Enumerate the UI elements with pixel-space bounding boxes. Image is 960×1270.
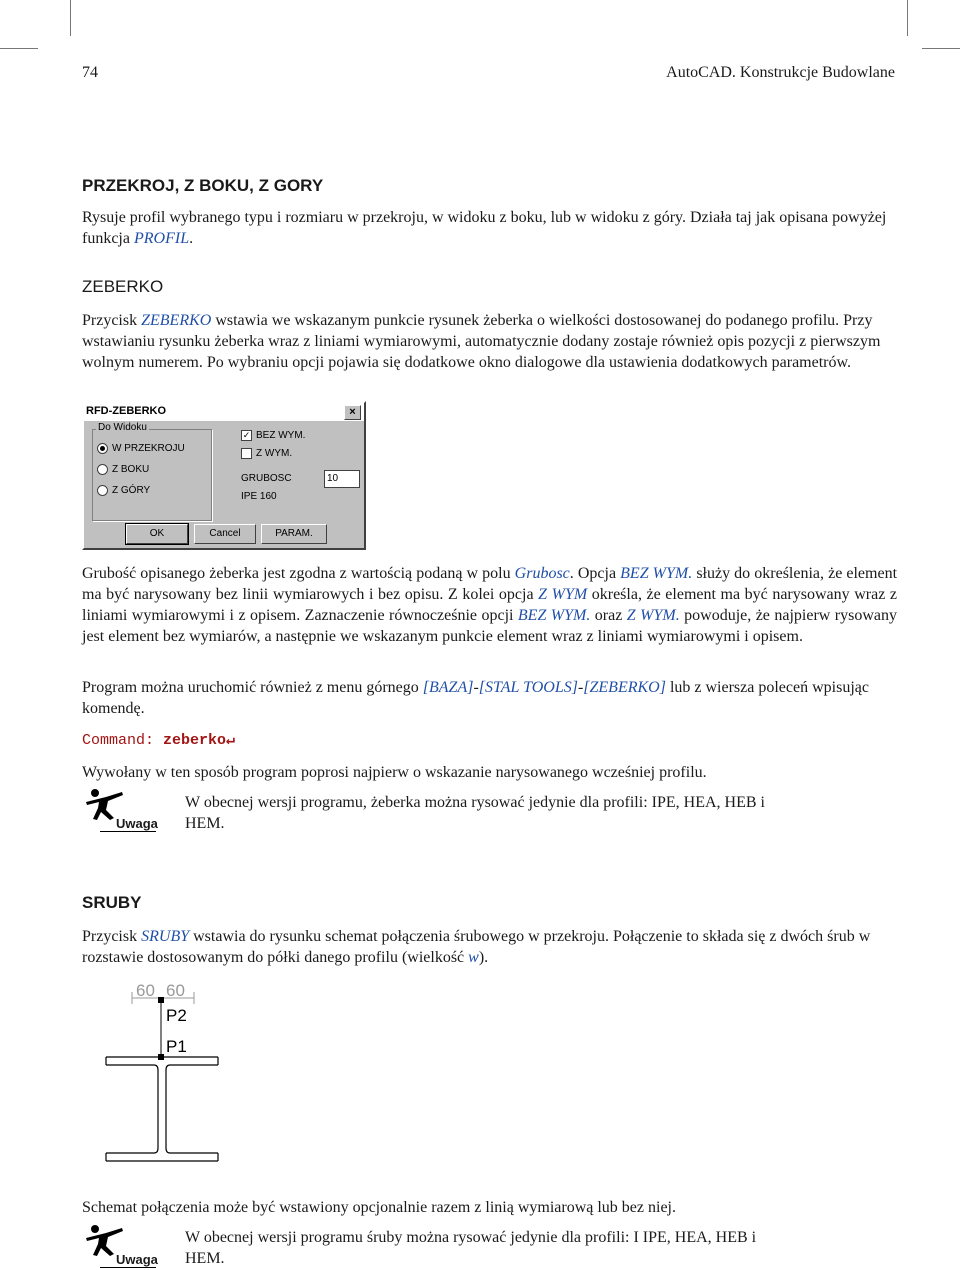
- text: -: [473, 679, 479, 696]
- ok-button[interactable]: OK: [126, 524, 188, 544]
- label-p1: P1: [166, 1037, 187, 1056]
- paragraph-zeberko-3: [82, 677, 897, 719]
- note-label: Uwaga: [116, 816, 158, 831]
- radio-icon: [97, 443, 108, 454]
- radio-icon: [97, 464, 108, 475]
- rfd-zeberko-dialog: [82, 401, 366, 550]
- dimension-left: 60: [136, 981, 155, 1000]
- text: Grubość opisanego żeberka jest zgodna z wartością podaną w polu: [82, 565, 515, 582]
- paragraph-sruby-2: Schemat połączenia może być wstawiony opcjonalnie razem z linią wymiarową lub bez niej.: [82, 1199, 676, 1216]
- command-line: [82, 730, 235, 749]
- link-sruby[interactable]: SRUBY: [141, 928, 190, 945]
- radio-label: W PRZEKROJU: [112, 443, 185, 454]
- paragraph-sruby-1: [82, 926, 897, 968]
- grubosc-label: GRUBOSC: [241, 473, 292, 484]
- checkbox-z-wym[interactable]: [241, 448, 292, 459]
- radio-label: Z BOKU: [112, 464, 150, 475]
- text: służy do określenia, że element ma być narysowany bez linii wymiarowych i bez opisu. Z kolei opcja: [82, 565, 898, 603]
- page-number: 74: [82, 64, 98, 81]
- text: określa, że element ma być narysowany wraz z liniami wymiarowymi i z opisem. Zaznaczenie równocześnie opcji: [82, 586, 897, 624]
- checkbox-label: BEZ WYM.: [256, 430, 306, 441]
- note-underline: [100, 1267, 156, 1268]
- group-label: Do Widoku: [98, 422, 147, 433]
- book-title: AutoCAD. Konstrukcje Budowlane: [666, 64, 895, 81]
- link-z-wym-2[interactable]: Z WYM.: [626, 607, 680, 624]
- menu-baza[interactable]: [BAZA]: [422, 679, 474, 696]
- paragraph-przekroj: [82, 207, 897, 249]
- checkmark-icon: ✓: [242, 430, 251, 440]
- crop-mark: [907, 0, 908, 36]
- link-bez-wym-2[interactable]: BEZ WYM.: [517, 607, 591, 624]
- crop-mark: [922, 48, 960, 49]
- text: lub z wiersza poleceń wpisując komendę.: [82, 679, 869, 717]
- radio-w-przekroju[interactable]: [97, 443, 185, 454]
- label-p2: P2: [166, 1006, 187, 1025]
- dimension-right: 60: [166, 981, 185, 1000]
- text: Przycisk: [82, 312, 142, 329]
- symbol-w: w: [468, 949, 479, 966]
- link-z-wym[interactable]: Z WYM: [538, 586, 588, 603]
- text: Program można uruchomić również z menu górnego: [82, 679, 423, 696]
- link-grubosc[interactable]: Grubosc: [514, 565, 570, 582]
- radio-z-gory[interactable]: [97, 485, 150, 496]
- link-bez-wym[interactable]: BEZ WYM.: [620, 565, 693, 582]
- paragraph-zeberko-2: [82, 563, 897, 647]
- paragraph-zeberko-4: Wywołany w ten sposób program poprosi najpierw o wskazanie narysowanego wcześniej profilu.: [82, 764, 707, 781]
- menu-zeberko[interactable]: [ZEBERKO]: [583, 679, 666, 696]
- section-title-zeberko: ZEBERKO: [82, 277, 164, 296]
- menu-stal-tools[interactable]: [STAL TOOLS]: [478, 679, 578, 696]
- text: Przycisk: [82, 928, 142, 945]
- crop-mark: [70, 0, 71, 36]
- text: -: [577, 679, 584, 696]
- link-profil[interactable]: PROFIL: [133, 230, 190, 247]
- text: .: [189, 230, 194, 247]
- note-text: W obecnej wersji programu, żeberka można rysować jedynie dla profili: IPE, HEA, HEB i HEM.: [185, 794, 765, 832]
- grubosc-input[interactable]: 10: [324, 470, 360, 488]
- note-text: W obecnej wersji programu śruby można rysować jedynie dla profili: I IPE, HEA, HEB i HEM.: [185, 1229, 757, 1267]
- dialog-title: RFD-ZEBERKO: [86, 405, 167, 417]
- checkbox-bez-wym[interactable]: [241, 430, 305, 441]
- dialog-title-bar: [84, 403, 364, 421]
- text: oraz: [590, 607, 627, 624]
- crop-mark: [0, 48, 38, 49]
- radio-z-boku[interactable]: [97, 464, 149, 475]
- text: wstawia do rysunku schemat połączenia śrubowego w przekroju. Połączenie to składa się z dwóch śrub w rozstawie dostosowanym do półki danego profilu (wielkość: [82, 928, 871, 966]
- text: wstawia we wskazanym punkcie rysunek żeberka o wielkości dostosowanej do podanego profilu. Przy wstawianiu rysunku żeberka wraz z liniami wymiarowymi, automatycznie dodany zostaje również opis pozycji z pierwszym wolnym numerem. Po wybraniu opcji pojawia się dodatkowe okno dialogowe dla ustawienia dodatkowych parametrów.: [82, 312, 881, 371]
- note-label: Uwaga: [116, 1252, 158, 1267]
- text: ).: [478, 949, 489, 966]
- link-zeberko[interactable]: ZEBERKO: [141, 312, 212, 329]
- section-title-sruby: SRUBY: [82, 893, 142, 912]
- command-text: zeberko↵: [163, 732, 236, 749]
- param-button[interactable]: PARAM.: [261, 524, 327, 544]
- section-title-przekroj: PRZEKROJ, Z BOKU, Z GORY: [82, 176, 324, 195]
- text: . Opcja: [569, 565, 621, 582]
- command-prompt: Command:: [82, 732, 164, 749]
- checkbox-icon: [241, 448, 252, 459]
- paragraph-zeberko-1: [82, 310, 897, 373]
- radio-label: Z GÓRY: [112, 485, 151, 496]
- text: powoduje, że najpierw rysowany jest element bez wymiarów, a następnie we wskazanym punkcie element wraz z liniami wymiarowymi i opisem.: [82, 607, 897, 645]
- checkbox-label: Z WYM.: [256, 448, 293, 459]
- bolt-connection-figure: [100, 978, 225, 1168]
- profile-label: IPE 160: [241, 491, 277, 502]
- text: Rysuje profil wybranego typu i rozmiaru w przekroju, w widoku z boku, lub w widoku z góry. Działa taj jak opisana powyżej funkcja: [82, 209, 887, 247]
- note-underline: [100, 831, 156, 832]
- radio-icon: [97, 485, 108, 496]
- close-icon[interactable]: ×: [344, 405, 361, 420]
- cancel-button[interactable]: Cancel: [194, 524, 256, 544]
